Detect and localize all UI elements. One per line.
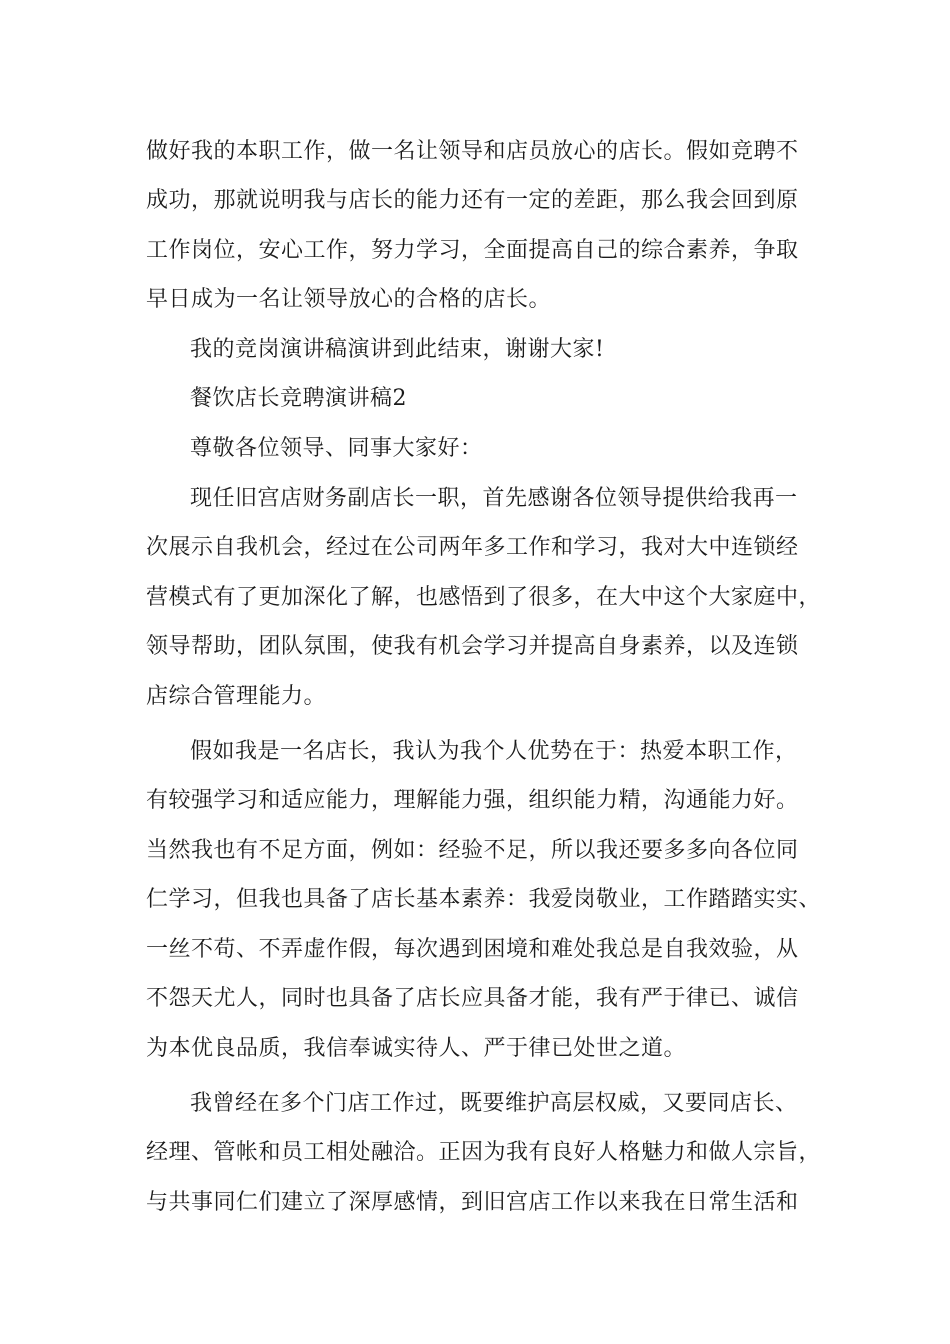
text-line: 做好我的本职工作，做一名让领导和店员放心的店长。假如竞聘不 (146, 139, 799, 164)
salutation: 尊敬各位领导、同事大家好： (190, 436, 483, 461)
text-line: 当然我也有不足方面，例如：经验不足，所以我还要多多向各位同 (146, 838, 799, 863)
text-line: 现任旧宫店财务副店长一职，首先感谢各位领导提供给我再一 (190, 486, 798, 511)
text-line: 店综合管理能力。 (146, 684, 327, 709)
text-line: 早日成为一名让领导放心的合格的店长。 (146, 287, 552, 312)
text-line: 为本优良品质，我信奉诚实待人、严于律已处世之道。 (146, 1036, 687, 1061)
text-line: 我曾经在多个门店工作过，既要维护高层权威，又要同店长、 (190, 1091, 798, 1116)
text-line: 领导帮助，团队氛围，使我有机会学习并提高自身素养，以及连锁 (146, 634, 799, 659)
text-line: 不怨天尤人，同时也具备了店长应具备才能，我有严于律已、诚信 (146, 986, 799, 1011)
text-line: 仁学习，但我也具备了店长基本素养：我爱岗敬业，工作踏踏实实、 (146, 887, 822, 912)
text-line: 成功，那就说明我与店长的能力还有一定的差距，那么我会回到原 (146, 188, 799, 213)
text-line: 与共事同仁们建立了深厚感情，到旧宫店工作以来我在日常生活和 (146, 1190, 799, 1215)
text-line: 经理、管帐和员工相处融洽。正因为我有良好人格魅力和做人宗旨， (146, 1140, 822, 1165)
text-line: 次展示自我机会，经过在公司两年多工作和学习，我对大中连锁经 (146, 535, 799, 560)
text-line: 一丝不苟、不弄虚作假，每次遇到困境和难处我总是自我效验，从 (146, 937, 799, 962)
section-heading: 餐饮店长竞聘演讲稿2 (190, 386, 407, 411)
text-line: 工作岗位，安心工作，努力学习，全面提高自己的综合素养，争取 (146, 238, 799, 263)
text-line: 我的竞岗演讲稿演讲到此结束，谢谢大家! (190, 337, 605, 362)
text-line: 假如我是一名店长，我认为我个人优势在于：热爱本职工作， (190, 739, 798, 764)
text-line: 有较强学习和适应能力，理解能力强，组织能力精，沟通能力好。 (146, 788, 799, 813)
text-line: 营模式有了更加深化了解，也感悟到了很多，在大中这个大家庭中， (146, 585, 822, 610)
